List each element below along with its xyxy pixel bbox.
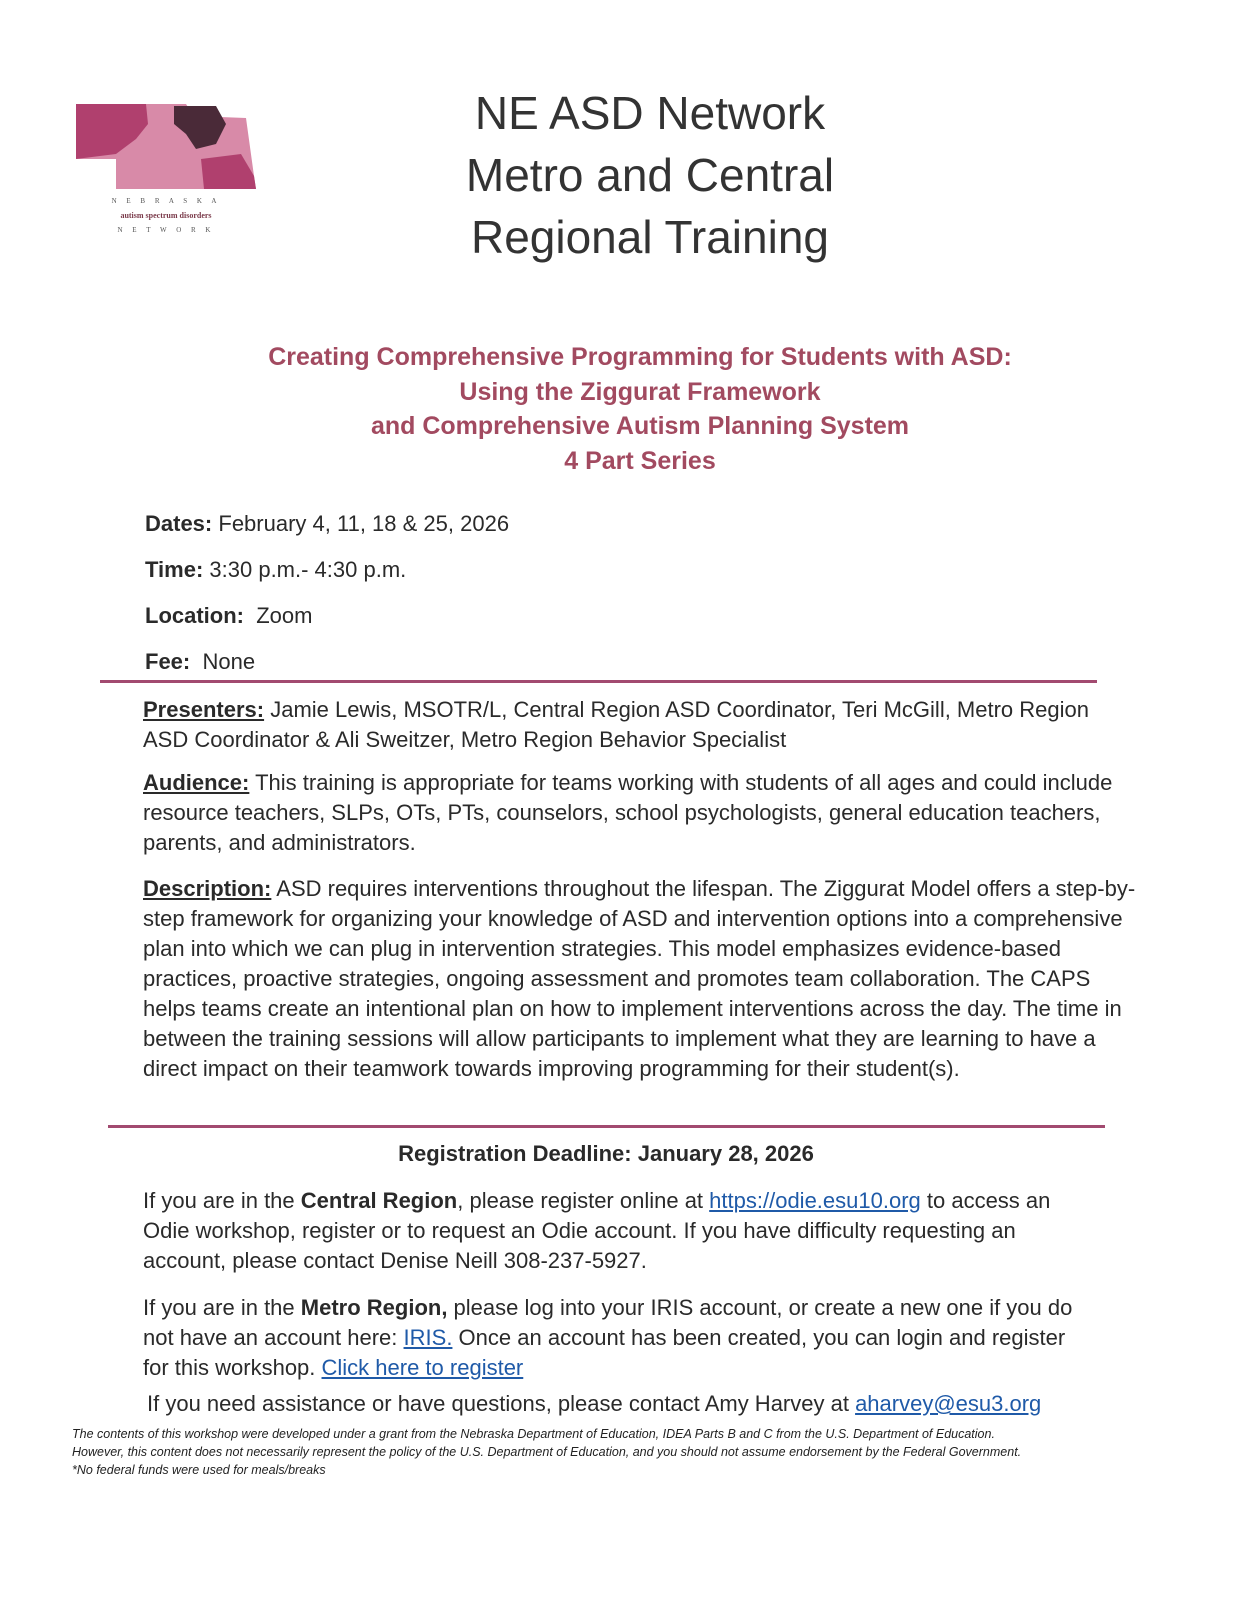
subtitle-line: Creating Comprehensive Programming for Students with ASD: xyxy=(268,343,1012,371)
location-label: Location: xyxy=(145,603,244,628)
location-field xyxy=(145,603,312,629)
dates-label: Dates: xyxy=(145,511,213,536)
description-text: ASD requires interventions throughout the lifespan. The Ziggurat Model offers a step-by-step framework for organizing your knowledge of ASD and intervention options into a comprehensive plan into which we can plug in intervention strategies. This model emphasizes evidence-based practices, proactive strategies, ongoing assessment and promotes team collaboration. The CAPS helps teams create an intentional plan on how to implement interventions across the day. The time in between the training sessions will allow participants to implement what they are learning to have a direct impact on their teamwork towards improving programming for their student(s). xyxy=(143,876,1136,1081)
email-link[interactable]: aharvey@esu3.org xyxy=(855,1391,1042,1416)
logo-text-tagline: autism spectrum disorders xyxy=(120,211,212,220)
nebraska-asd-logo xyxy=(76,104,256,234)
fee-value: None xyxy=(202,649,256,674)
time-label: Time: xyxy=(145,557,204,582)
title-line: Metro and Central xyxy=(465,149,835,201)
text: , please register online at xyxy=(457,1188,710,1213)
registration-deadline: Registration Deadline: January 28, 2026 xyxy=(398,1141,814,1166)
training-subtitle xyxy=(200,340,1080,478)
dates-value: February 4, 11, 18 & 25, 2026 xyxy=(218,511,510,536)
description-section xyxy=(143,874,1148,1084)
text: to access an Odie workshop, register or to request an Odie account. If you have difficulty requesting an account, please contact Denise Neill 308-237-5927. xyxy=(143,1188,1051,1273)
subtitle-line: Using the Ziggurat Framework xyxy=(459,377,821,406)
subtitle-line: and Comprehensive Autism Planning System xyxy=(370,412,910,440)
footer-line: However, this content does not necessarily represent the policy of the U.S. Department of Education, and you should not assume endorsement by the Federal Government. xyxy=(72,1445,1022,1459)
audience-section xyxy=(143,768,1128,858)
presenters-section xyxy=(143,695,1103,755)
logo-text-network: N E T W O R K xyxy=(117,226,215,234)
iris-link[interactable]: IRIS. xyxy=(403,1325,453,1350)
time-value: 3:30 p.m.- 4:30 p.m. xyxy=(209,557,407,582)
text: Once an account has been created, you can login and register for this workshop. xyxy=(143,1325,1066,1380)
logo-text-nebraska: N E B R A S K A xyxy=(111,197,221,205)
central-region-label: Central Region xyxy=(300,1188,458,1213)
text: please log into your IRIS account, or create a new one if you do not have an account here: xyxy=(143,1295,1073,1350)
footer-line: The contents of this workshop were developed under a grant from the Nebraska Department of Education, IDEA Parts B and C from the U.S. Department of Education. xyxy=(72,1427,995,1441)
description-label: Description: xyxy=(143,876,272,901)
audience-text: This training is appropriate for teams working with students of all ages and could include resource teachers, SLPs, OTs, PTs, counselors, school psychologists, general education teachers, parents, and administrators. xyxy=(143,770,1113,855)
fee-label: Fee: xyxy=(145,649,191,674)
title-line: NE ASD Network xyxy=(474,87,826,139)
metro-region-label: Metro Region, xyxy=(300,1295,448,1320)
page-title xyxy=(360,82,940,268)
text: If you are in the xyxy=(143,1295,301,1320)
register-link[interactable]: Click here to register xyxy=(321,1355,524,1380)
text: If you need assistance or have questions, please contact Amy Harvey at xyxy=(147,1391,856,1416)
fee-field xyxy=(145,649,255,675)
footer-line: *No federal funds were used for meals/breaks xyxy=(72,1463,326,1477)
divider xyxy=(108,1125,1105,1128)
presenters-label: Presenters: xyxy=(143,697,265,722)
text: If you are in the xyxy=(143,1188,301,1213)
footer-disclaimer xyxy=(72,1425,1172,1479)
contact-line xyxy=(147,1389,1227,1419)
location-value: Zoom xyxy=(256,603,313,628)
nebraska-map-puzzle-icon xyxy=(76,104,256,192)
time-field xyxy=(145,557,406,583)
central-region-registration xyxy=(143,1186,1073,1276)
title-line: Regional Training xyxy=(470,211,829,263)
presenters-text: Jamie Lewis, MSOTR/L, Central Region ASD Coordinator, Teri McGill, Metro Region ASD Coordinator & Ali Sweitzer, Metro Region Behavior Specialist xyxy=(143,697,1089,752)
odie-link[interactable]: https://odie.esu10.org xyxy=(709,1188,921,1213)
dates-field xyxy=(145,511,509,537)
audience-label: Audience: xyxy=(143,770,250,795)
divider xyxy=(100,680,1097,683)
metro-region-registration xyxy=(143,1293,1078,1383)
subtitle-line: 4 Part Series xyxy=(564,446,716,475)
